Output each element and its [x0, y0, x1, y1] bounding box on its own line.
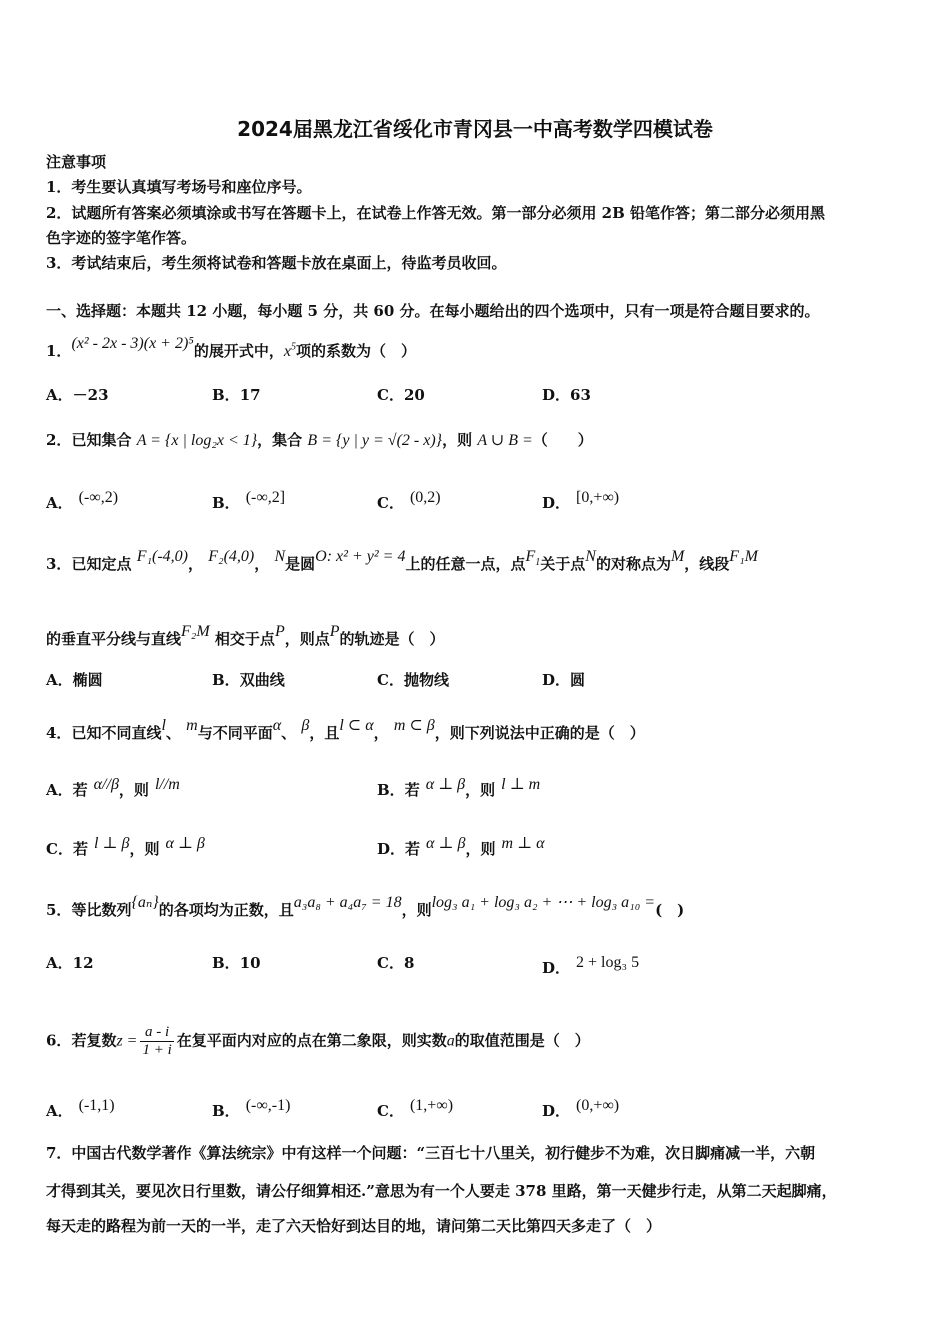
point-n: N — [585, 548, 596, 565]
point-f2: F₂(4,0) — [208, 548, 255, 565]
line-l: l — [161, 717, 166, 734]
question-text: 已知不同直线 — [71, 724, 162, 742]
sequence: {aₙ} — [131, 894, 159, 911]
option-a: A．－23 — [46, 386, 109, 404]
question-1 — [46, 334, 416, 362]
option-d: D． [0,+∞) — [542, 489, 620, 512]
point-p: P — [329, 623, 340, 640]
question-text: ( ) — [655, 901, 685, 919]
question-text: ，则 — [442, 431, 473, 449]
option-d: D． 2 + log₃ 5 — [542, 954, 640, 977]
option-a: A． (-1,1) — [46, 1097, 115, 1120]
option-b: B．双曲线 — [212, 671, 285, 689]
question-text: 的轨迹是（ ） — [339, 630, 445, 648]
question-3: 3．已知定点 F₁(-4,0)， F₂(4,0)， N是圆O: x² + y² = 4上的任意一点，点$F_1$关于点N的对称点为M，线段F₁M — [46, 548, 758, 573]
question-text: ，则下列说法中正确的是（ ） — [434, 724, 645, 742]
option-d: D． (0,+∞) — [542, 1097, 620, 1120]
notice-item: 3．考试结束后，考生须将试卷和答题卡放在桌面上，待监考员收回。 — [46, 254, 507, 272]
notice-item: 色字迹的签字笔作答。 — [46, 229, 197, 247]
line-f2m: F₂M — [181, 623, 210, 640]
condition-1: l ⊂ α — [339, 717, 374, 734]
question-text: 的垂直平分线与直线 — [46, 630, 182, 648]
fraction-numerator: a - i — [140, 1024, 173, 1042]
option-c: C． (1,+∞) — [377, 1097, 454, 1120]
option-c: C．若 l ⊥ β，则 α ⊥ β — [46, 835, 205, 858]
option-c: C．20 — [377, 386, 425, 404]
point-p: P — [274, 623, 285, 640]
question-text: 等比数列 — [71, 901, 132, 919]
question-text: 若复数 — [71, 1031, 117, 1050]
question-text: ，且 — [309, 724, 340, 742]
variable-a: a — [446, 1032, 455, 1050]
question-7: 7．中国古代数学著作《算法统宗》中有这样一个问题：“三百七十八里关，初行健步不为难，次日脚痛减一半，六朝 — [46, 1144, 816, 1162]
option-d: D．63 — [542, 386, 591, 404]
math-expression: log₃ a₁ + log₃ a₂ + ⋯ + log₃ a₁₀ = — [431, 894, 656, 911]
question-text: （ ） — [532, 431, 593, 449]
option-b: B． (-∞,-1) — [212, 1097, 291, 1120]
notice-item: 2．试题所有答案必须填涂或书写在答题卡上，在试卷上作答无效。第一部分必须用 2B 铅笔作答；第二部分必须用黑 — [46, 204, 826, 222]
question-text: ，则 — [401, 901, 432, 919]
point-f1: $F_1$ — [525, 548, 541, 569]
set-b: B = {y | y = √(2 - x)} — [307, 432, 443, 449]
option-d: D．若 α ⊥ β，则 m ⊥ α — [377, 835, 545, 858]
fraction-denominator: 1 + i — [142, 1042, 172, 1058]
option-a: A．12 — [46, 954, 94, 972]
question-text: ，集合 — [257, 431, 303, 449]
complex-z: z = — [116, 1032, 138, 1050]
point-f1: F₁(-4,0) — [136, 548, 189, 565]
math-expression: A ∪ B = — [477, 432, 533, 449]
condition: a₃a₈ + a₄a₇ = 18 — [293, 894, 402, 911]
question-7-line: 才得到其关，要见次日行里数，请公仔细算相还.”意思为有一个人要走 378 里路，第一天健步行走，从第二天起脚痛， — [46, 1182, 837, 1200]
question-7-line: 每天走的路程为前一天的一半，走了六天恰好到达目的地，请问第二天比第四天多走了（ ） — [46, 1217, 662, 1235]
question-text: 的取值范围是（ ） — [454, 1031, 590, 1050]
option-c: C． (0,2) — [377, 489, 441, 512]
question-text: 在复平面内对应的点在第二象限，则实数 — [176, 1031, 447, 1050]
option-a: A．椭圆 — [46, 671, 103, 689]
plane-alpha: α — [272, 717, 282, 734]
option-c: C．抛物线 — [377, 671, 449, 689]
option-d: D．圆 — [542, 671, 586, 689]
option-b: B．17 — [212, 386, 261, 404]
question-text: 相交于点 — [214, 630, 275, 648]
condition-2: m ⊂ β — [393, 717, 435, 734]
question-text: 的对称点为 — [595, 555, 671, 573]
line-m: m — [186, 717, 198, 734]
circle-equation: O: x² + y² = 4 — [315, 548, 406, 565]
question-number: 4． — [46, 724, 72, 742]
question-number: 6． — [46, 1031, 72, 1050]
set-a: A = {x | log₂x < 1} — [136, 432, 258, 449]
option-a: A．若 α//β，则 l//m — [46, 776, 180, 799]
question-text: 已知定点 — [71, 555, 132, 573]
page-title: 2024届黑龙江省绥化市青冈县一中高考数学四模试卷 — [237, 117, 713, 141]
plane-beta: β — [301, 717, 310, 734]
math-term: $x^5$ — [283, 341, 296, 360]
question-text: ，则点 — [284, 630, 330, 648]
question-text: 已知集合 — [71, 431, 132, 449]
option-b: B．10 — [212, 954, 261, 972]
question-number: 2． — [46, 431, 72, 449]
question-text: 与不同平面 — [197, 724, 273, 742]
notice-heading: 注意事项 — [46, 153, 107, 171]
segment-f1m: F₁M — [729, 548, 758, 565]
option-a: A． (-∞,2) — [46, 489, 119, 512]
option-c: C．8 — [377, 954, 415, 972]
math-expression: (x² - 2x - 3)(x + 2)⁵ — [71, 335, 194, 352]
notice-item: 1．考生要认真填写考场号和座位序号。 — [46, 178, 312, 196]
question-4: 4．已知不同直线l、 m与不同平面α、 β，且l ⊂ α， m ⊂ β，则下列说法中正确的是（ ） — [46, 717, 645, 742]
question-text: 是圆 — [285, 555, 316, 573]
question-text: ，线段 — [684, 555, 730, 573]
section-header: 一、选择题：本题共 12 小题，每小题 5 分，共 60 分。在每小题给出的四个选项中，只有一项是符合题目要求的。 — [46, 302, 820, 320]
question-3-line-2 — [46, 622, 445, 649]
question-text: 关于点 — [540, 555, 586, 573]
question-text: 上的任意一点，点 — [405, 555, 526, 573]
question-number: 5． — [46, 901, 72, 919]
question-6 — [46, 1024, 590, 1059]
option-b: B． (-∞,2] — [212, 489, 286, 512]
question-text: 项的系数为（ ） — [296, 342, 417, 360]
point-n: N — [274, 548, 286, 565]
question-number: 3． — [46, 555, 72, 573]
question-text: 的展开式中， — [193, 342, 284, 360]
point-m: M — [670, 548, 685, 565]
fraction — [140, 1024, 173, 1059]
question-5 — [46, 893, 684, 920]
question-2 — [46, 430, 593, 451]
option-b: B．若 α ⊥ β，则 l ⊥ m — [377, 776, 541, 799]
question-text: 的各项均为正数，且 — [158, 901, 294, 919]
question-number: 1． — [46, 342, 72, 360]
